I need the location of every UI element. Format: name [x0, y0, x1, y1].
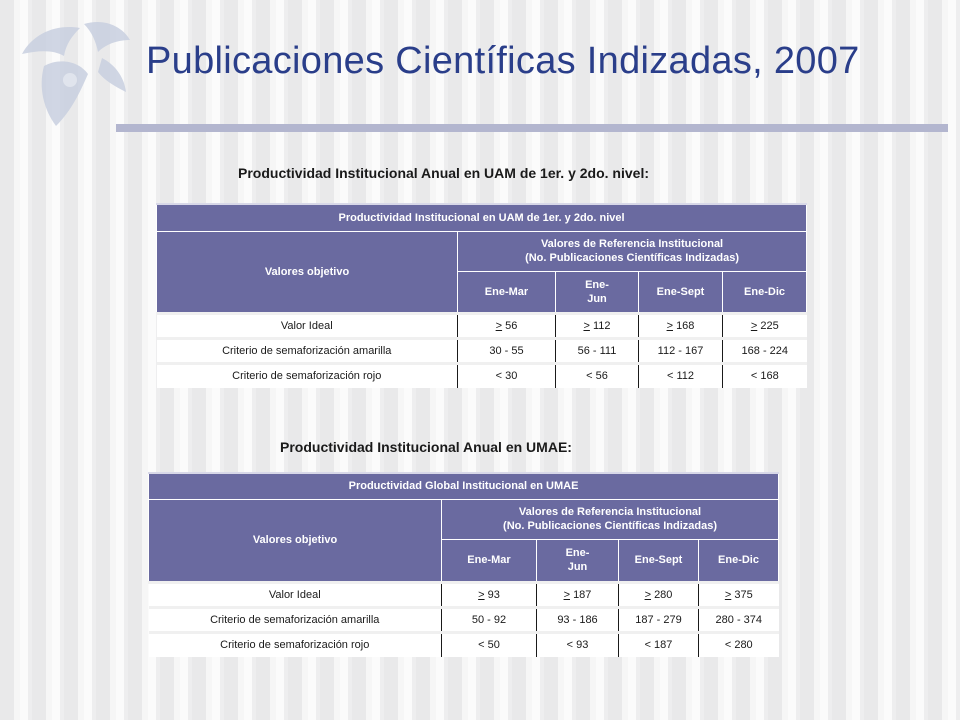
table-row	[149, 632, 779, 657]
row-label: Criterio de semaforización amarilla	[149, 607, 442, 632]
period-header: Ene-Mar	[442, 539, 537, 582]
table-title: Productividad Global Institucional en UMAE	[149, 473, 779, 499]
reference-header-line1: Valores de Referencia Institucional	[540, 238, 724, 250]
table-cell: 168 - 224	[723, 338, 807, 363]
table-cell: 112 - 167	[639, 338, 723, 363]
imss-eagle-logo-icon	[14, 14, 134, 134]
period-header: Ene- Jun	[537, 539, 619, 582]
reference-values-header	[458, 231, 807, 271]
table-row	[157, 313, 807, 338]
section2-heading: Productividad Institucional Anual en UMAE:	[280, 439, 572, 455]
table-cell: < 30	[458, 363, 556, 388]
row-label: Valor Ideal	[149, 582, 442, 607]
table-cell: < 50	[442, 632, 537, 657]
table-cell: < 56	[556, 363, 639, 388]
table-cell: 30 - 55	[458, 338, 556, 363]
table-cell: > 112	[556, 313, 639, 338]
reference-header-line2: (No. Publicaciones Científicas Indizadas)	[525, 252, 739, 264]
table-cell: < 168	[723, 363, 807, 388]
values-objective-header: Valores objetivo	[157, 231, 458, 313]
table-row	[157, 363, 807, 388]
table-cell: < 187	[619, 632, 699, 657]
reference-header-line2: (No. Publicaciones Científicas Indizadas)	[503, 520, 717, 532]
table-cell: > 225	[723, 313, 807, 338]
period-header: Ene-Dic	[723, 271, 807, 313]
table-cell: < 112	[639, 363, 723, 388]
period-header: Ene-Sept	[619, 539, 699, 582]
row-label: Valor Ideal	[157, 313, 458, 338]
umae-productivity-table	[148, 472, 779, 657]
table-cell: 280 - 374	[699, 607, 779, 632]
table-cell: < 280	[699, 632, 779, 657]
period-header: Ene- Jun	[556, 271, 639, 313]
table-cell: > 56	[458, 313, 556, 338]
row-label: Criterio de semaforización amarilla	[157, 338, 458, 363]
table-cell: 56 - 111	[556, 338, 639, 363]
table-cell: 187 - 279	[619, 607, 699, 632]
reference-values-header	[442, 499, 779, 539]
table-row	[149, 582, 779, 607]
values-objective-header: Valores objetivo	[149, 499, 442, 582]
row-label: Criterio de semaforización rojo	[149, 632, 442, 657]
table-cell: > 93	[442, 582, 537, 607]
table-cell: 50 - 92	[442, 607, 537, 632]
table-cell: 93 - 186	[537, 607, 619, 632]
period-header: Ene-Mar	[458, 271, 556, 313]
table-row	[149, 607, 779, 632]
table-cell: > 187	[537, 582, 619, 607]
row-label: Criterio de semaforización rojo	[157, 363, 458, 388]
table-title: Productividad Institucional en UAM de 1er. y 2do. nivel	[157, 204, 807, 231]
table-cell: > 280	[619, 582, 699, 607]
reference-header-line1: Valores de Referencia Institucional	[518, 506, 702, 518]
slide-title: Publicaciones Científicas Indizadas, 2007	[146, 40, 860, 82]
table-cell: < 93	[537, 632, 619, 657]
period-header: Ene-Sept	[639, 271, 723, 313]
title-divider	[116, 124, 948, 132]
section1-heading: Productividad Institucional Anual en UAM de 1er. y 2do. nivel:	[238, 165, 649, 181]
table-cell: > 168	[639, 313, 723, 338]
uam-productivity-table	[156, 203, 807, 388]
table-row	[157, 338, 807, 363]
table-cell: > 375	[699, 582, 779, 607]
period-header: Ene-Dic	[699, 539, 779, 582]
